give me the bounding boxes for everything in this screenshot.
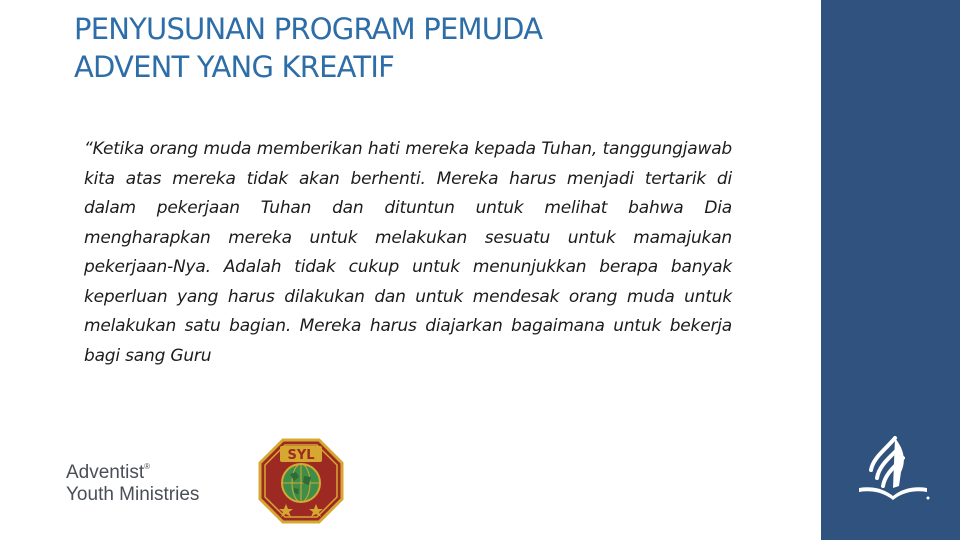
- slide-title: [74, 10, 774, 86]
- syl-text: SYL: [287, 448, 315, 463]
- quote-text: “Ketika orang muda memberikan hati mereka kepada Tuhan, tanggungjawab kita atas mereka tidak akan berhenti. Mereka harus menjadi tertarik di dalam pekerjaan Tuhan dan dituntun untuk melihat bahwa Dia mengharapkan mereka untuk melakukan sesuatu untuk mamajukan pekerjaan-Nya. Adalah tidak cukup untuk menunjukkan berapa banyak keperluan yang harus dilakukan dan untuk mendesak orang muda untuk melakukan satu bagian. Mereka harus diajarkan bagaimana untuk bekerja bagi sang Guru: [84, 139, 732, 366]
- ay-logo-line-2: Youth Ministries: [66, 484, 200, 505]
- syl-emblem-icon: [258, 438, 344, 524]
- ay-logo-line-1: Adventist®: [66, 462, 151, 483]
- church-flame-icon: [855, 436, 931, 502]
- adventist-youth-ministries-logo: [66, 456, 236, 506]
- title-line-2: ADVENT YANG KREATIF: [74, 50, 394, 84]
- title-line-1: PENYUSUNAN PROGRAM PEMUDA: [74, 12, 543, 46]
